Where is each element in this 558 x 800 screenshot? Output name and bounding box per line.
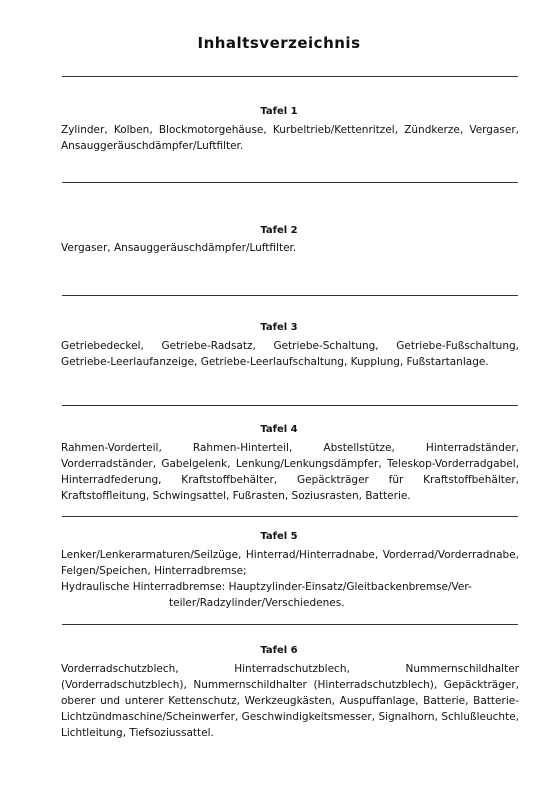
divider <box>62 182 518 183</box>
section-heading-tafel-5: Tafel 5 <box>260 531 298 542</box>
divider <box>62 624 518 625</box>
section-heading-tafel-3: Tafel 3 <box>260 322 298 333</box>
section-paragraph: Lenker/Lenkerarmaturen/Seilzüge, Hinterrad/Hinterradnabe, Vorderrad/Vorderradnabe, Felgen/Speichen, Hinterradbremse; <box>61 549 519 577</box>
divider <box>62 295 518 296</box>
section-heading-tafel-6: Tafel 6 <box>260 645 298 656</box>
section-heading-tafel-1: Tafel 1 <box>260 106 298 117</box>
hydraulic-brake-line <box>61 579 519 595</box>
section-text-tafel-1 <box>61 122 519 154</box>
divider <box>62 405 518 406</box>
section-heading-tafel-4: Tafel 4 <box>260 424 298 435</box>
page-title: Inhaltsverzeichnis <box>197 34 361 52</box>
hydraulic-brake-parts-continued: teiler/Radzylinder/Verschiedenes. <box>169 597 345 609</box>
section-text-tafel-5 <box>61 547 519 611</box>
section-paragraph: Getriebedeckel, Getriebe-Radsatz, Getriebe-Schaltung, Getriebe-Fußschaltung, Getriebe-Leerlaufanzeige, Getriebe-Leerlaufschaltung, Kupplung, Fußstartanlage. <box>61 340 519 368</box>
section-paragraph: Rahmen-Vorderteil, Rahmen-Hinterteil, Abstellstütze, Hinterradständer, Vorderradständer, Gabelgelenk, Lenkung/Lenkungsdämpfer, Teleskop-Vorderradgabel, Hinterradfederung, Kraftstoffbehälter, Gepäckträger für Kraftstoffbehälter, Kraftstoffleitung, Schwingsattel, Fußrasten, Soziusrasten, Batterie. <box>61 442 519 502</box>
section-text-tafel-2 <box>61 240 519 256</box>
section-text-tafel-3 <box>61 338 519 370</box>
hydraulic-brake-parts: Hauptzylinder-Einsatz/Gleitbackenbremse/Ver- <box>228 581 472 593</box>
section-paragraph: Vorderradschutzblech, Hinterradschutzblech, Nummernschildhalter (Vorderradschutzblech), Nummernschildhalter (Hinterradschutzblech), Gepäckträger, oberer und unterer Kettenschutz, Werkzeugkästen, Auspuffanlage, Batterie, Batterie-Lichtzündmaschine/Scheinwerfer, Geschwindigkeitsmesser, Signalhorn, Schlußleuchte, Lichtleitung, Tiefsoziussattel. <box>61 663 519 739</box>
section-paragraph: Vergaser, Ansauggeräuschdämpfer/Luftfilter. <box>61 242 297 254</box>
section-heading-tafel-2: Tafel 2 <box>260 225 298 236</box>
section-text-tafel-6 <box>61 661 519 741</box>
section-paragraph: Zylinder, Kolben, Blockmotorgehäuse, Kurbeltrieb/Kettenritzel, Zündkerze, Vergaser, Ansauggeräuschdämpfer/Luftfilter. <box>61 124 519 152</box>
divider <box>62 76 518 77</box>
divider <box>62 516 518 517</box>
hydraulic-brake-label: Hydraulische Hinterradbremse: <box>61 581 226 593</box>
section-text-tafel-4 <box>61 440 519 504</box>
